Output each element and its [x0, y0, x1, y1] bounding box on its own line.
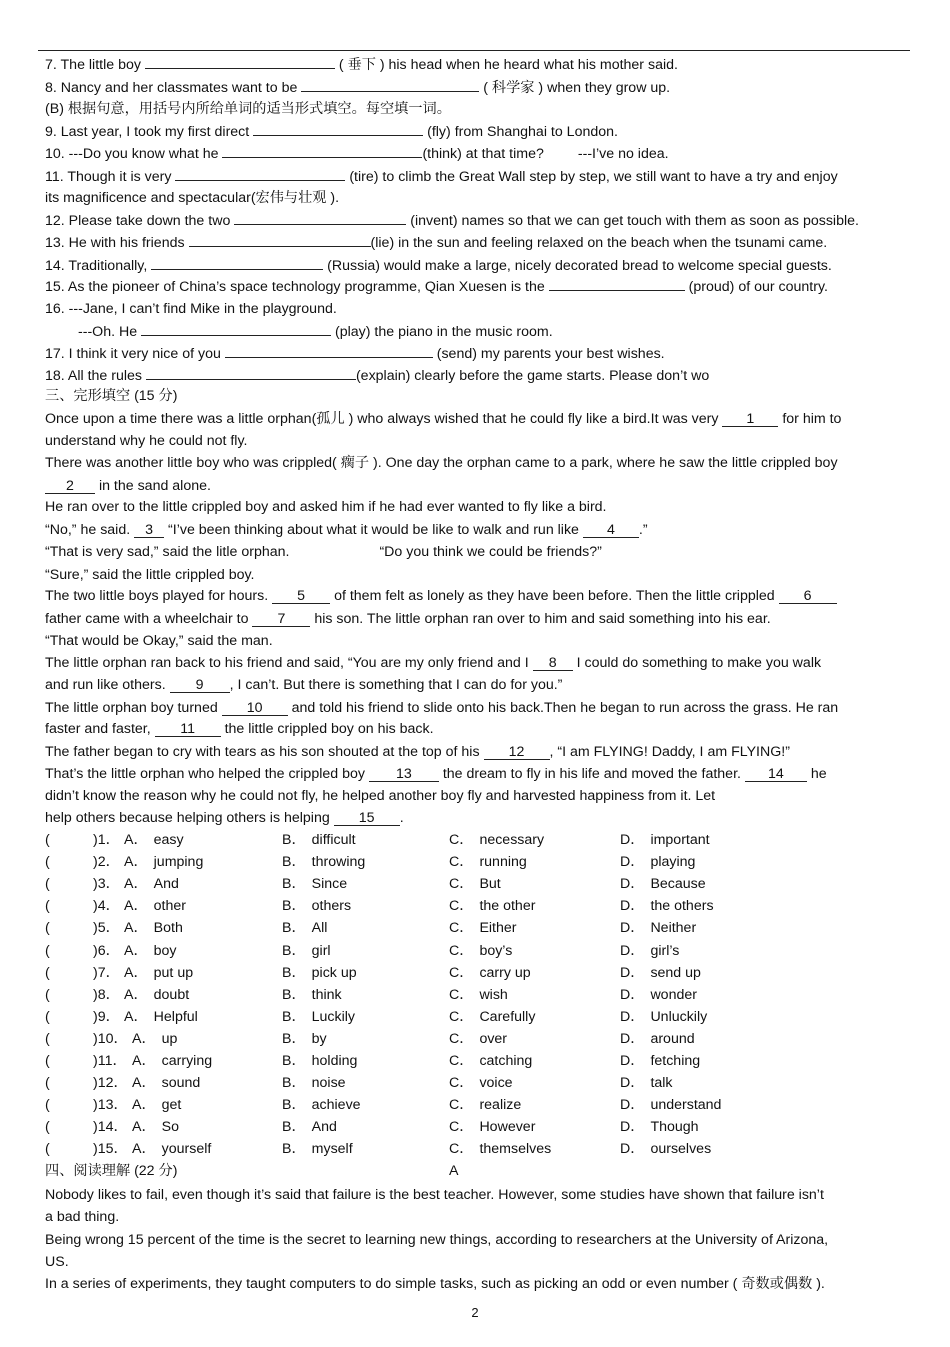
answer-paren[interactable]: ( — [45, 898, 50, 915]
answer-blank[interactable] — [175, 167, 345, 181]
option-d[interactable]: D． the others — [620, 898, 714, 915]
option-d[interactable]: D． talk — [620, 1075, 673, 1092]
question-number: )15． — [93, 1141, 128, 1158]
option-b[interactable]: B． Luckily — [282, 1008, 356, 1025]
option-b[interactable]: B． myself — [282, 1141, 353, 1158]
option-b[interactable]: B． All — [282, 920, 328, 937]
option-b[interactable]: B． achieve — [282, 1097, 361, 1114]
question-number: )1． — [93, 832, 120, 848]
cloze-line: “That is very sad,” said the litle orphan. “Do you think we could be friends?” — [45, 544, 602, 560]
cloze-blank[interactable]: 5 — [272, 589, 330, 604]
option-d[interactable]: D． understand — [620, 1097, 722, 1114]
question-number: )13． — [93, 1097, 128, 1114]
question-number: )4． — [93, 898, 120, 915]
answer-blank[interactable] — [253, 122, 423, 136]
question-number: )12． — [93, 1075, 128, 1092]
question-number: )14． — [93, 1119, 128, 1136]
option-b[interactable]: B． Since — [282, 876, 348, 893]
cloze-line: The little orphan ran back to his friend and said, “You are my only friend and I 8 I could do something to make you walk — [45, 655, 822, 671]
option-c[interactable]: C． the other — [449, 898, 536, 915]
cloze-blank[interactable]: 8 — [533, 656, 573, 671]
answer-blank[interactable] — [301, 78, 479, 92]
cloze-blank[interactable]: 10 — [222, 701, 288, 716]
option-c[interactable]: C． themselves — [449, 1141, 552, 1158]
answer-paren[interactable]: ( — [45, 854, 50, 871]
sentence-17: 17. I think it very nice of you (send) my parents your best wishes. — [45, 346, 665, 362]
option-d[interactable]: D． Neither — [620, 920, 697, 937]
answer-paren[interactable]: ( — [45, 1119, 50, 1136]
sentence-15: 15. As the pioneer of China’s space technology programme, Qian Xuesen is the (proud) of our country. — [45, 279, 828, 295]
question-number: )5． — [93, 920, 120, 937]
question-number: )3． — [93, 876, 120, 893]
cloze-line: father came with a wheelchair to 7 his son. The little orphan ran over to him and said something into his ear. — [45, 611, 771, 627]
answer-blank[interactable] — [146, 366, 356, 380]
option-c[interactable]: C． realize — [449, 1097, 522, 1114]
cloze-blank[interactable]: 2 — [45, 479, 95, 494]
option-d[interactable]: D． Unluckily — [620, 1008, 708, 1025]
option-b[interactable]: B． others — [282, 898, 352, 915]
answer-paren[interactable]: ( — [45, 986, 50, 1003]
question-number: )7． — [93, 964, 120, 981]
option-a[interactable]: A． get — [132, 1097, 182, 1114]
option-a[interactable]: A． So — [132, 1119, 180, 1136]
cloze-blank[interactable]: 15 — [334, 811, 400, 826]
cloze-line: didn’t know the reason why he could not fly, he helped another boy fly and harvested happiness from it. Let — [45, 788, 716, 804]
cloze-blank[interactable]: 7 — [252, 612, 310, 627]
option-d[interactable]: D． Because — [620, 876, 706, 893]
option-c[interactable]: C． But — [449, 876, 501, 893]
cloze-line: and run like others. 9 , I can’t. But there is something that I can do for you.” — [45, 677, 563, 693]
answer-paren[interactable]: ( — [45, 920, 50, 937]
sentence-7: 7. The little boy ( 垂下 ) his head when he heard what his mother said. — [45, 57, 678, 73]
cloze-line: The father began to cry with tears as his son shouted at the top of his 12 , “I am FLYING! Daddy, I am FLYING!” — [45, 744, 790, 760]
option-b[interactable]: B． by — [282, 1030, 327, 1047]
option-d[interactable]: D． fetching — [620, 1053, 701, 1069]
cloze-line: “That would be Okay,” said the man. — [45, 633, 273, 649]
cloze-blank[interactable]: 12 — [484, 745, 550, 760]
option-a[interactable]: A． boy — [124, 942, 177, 959]
answer-paren[interactable]: ( — [45, 832, 50, 848]
answer-blank[interactable] — [141, 322, 331, 336]
cloze-line: The little orphan boy turned 10 and told his friend to slide onto his back.Then he began to run across the grass. He ran — [45, 700, 839, 716]
option-c[interactable]: C． Either — [449, 920, 517, 937]
option-c[interactable]: C． catching — [449, 1053, 533, 1069]
sentence-9: 9. Last year, I took my first direct (fly) from Shanghai to London. — [45, 124, 618, 140]
option-d[interactable]: D． girl’s — [620, 942, 680, 959]
answer-paren[interactable]: ( — [45, 942, 50, 959]
option-c[interactable]: C． carry up — [449, 964, 531, 981]
option-a[interactable]: A． other — [124, 898, 186, 915]
option-b[interactable]: B． noise — [282, 1075, 346, 1092]
answer-blank[interactable] — [151, 256, 323, 270]
option-c[interactable]: C． necessary — [449, 832, 545, 848]
option-a[interactable]: A． jumping — [124, 854, 204, 871]
option-a[interactable]: A． Helpful — [124, 1008, 198, 1025]
option-c[interactable]: C． running — [449, 854, 527, 871]
sentence-13: 13. He with his friends (lie) in the sun and feeling relaxed on the beach when the tsunami came. — [45, 235, 828, 251]
option-a[interactable]: A． And — [124, 876, 179, 893]
part-b-instruction: (B) 根据句意，用括号内所给单词的适当形式填空。每空填一词。 — [45, 101, 451, 117]
option-d[interactable]: D． important — [620, 832, 710, 848]
cloze-line: understand why he could not fly. — [45, 433, 248, 449]
question-number: )11． — [93, 1053, 127, 1069]
question-number: )2． — [93, 854, 120, 871]
page-number: 2 — [471, 1305, 479, 1320]
option-a[interactable]: A． up — [132, 1030, 178, 1047]
option-a[interactable]: A． carrying — [132, 1053, 213, 1069]
option-a[interactable]: A． yourself — [132, 1141, 212, 1158]
sentence-16: 16. ---Jane, I can’t find Mike in the playground. — [45, 301, 337, 317]
answer-blank[interactable] — [189, 233, 371, 247]
cloze-line: faster and faster, 11 the little crippled boy on his back. — [45, 721, 434, 737]
section-3-heading: 三、完形填空 (15 分) — [45, 388, 178, 404]
cloze-blank[interactable]: 4 — [583, 523, 639, 538]
answer-blank[interactable] — [234, 211, 406, 225]
option-d[interactable]: D． around — [620, 1030, 695, 1047]
answer-blank[interactable] — [225, 344, 433, 358]
answer-paren[interactable]: ( — [45, 1030, 50, 1047]
option-b[interactable]: B． holding — [282, 1053, 358, 1069]
sentence-8: 8. Nancy and her classmates want to be ( 科学家 ) when they grow up. — [45, 80, 671, 96]
header-rule — [38, 50, 910, 51]
option-b[interactable]: B． girl — [282, 942, 331, 959]
cloze-line: 2 in the sand alone. — [45, 477, 211, 495]
option-a[interactable]: A． sound — [132, 1075, 201, 1092]
answer-paren[interactable]: ( — [45, 1141, 50, 1158]
option-a[interactable]: A． easy — [124, 832, 184, 848]
sentence-16-reply: ---Oh. He (play) the piano in the music room. — [78, 324, 553, 340]
cloze-blank[interactable]: 14 — [745, 767, 807, 782]
cloze-line: Once upon a time there was a little orphan(孤儿 ) who always wished that he could fly like a bird.It was very 1 for him to — [45, 411, 842, 427]
passage-label: A — [449, 1163, 459, 1179]
sentence-11-cont: its magnificence and spectacular(宏伟与壮观 ). — [45, 190, 340, 206]
sentence-12: 12. Please take down the two (invent) names so that we can get touch with them as soon as possible. — [45, 213, 859, 229]
option-c[interactable]: C． wish — [449, 986, 508, 1003]
option-b[interactable]: B． difficult — [282, 832, 356, 848]
cloze-blank[interactable]: 11 — [155, 722, 221, 737]
option-c[interactable]: C． voice — [449, 1075, 513, 1092]
option-b[interactable]: B． throwing — [282, 854, 366, 871]
cloze-blank[interactable]: 6 — [779, 589, 837, 604]
reading-line: In a series of experiments, they taught computers to do simple tasks, such as picking an odd or even number ( 奇数或偶数 ). — [45, 1276, 825, 1292]
option-c[interactable]: C． over — [449, 1030, 508, 1047]
answer-blank[interactable] — [549, 277, 685, 291]
option-b[interactable]: B． pick up — [282, 964, 357, 981]
cloze-line: The two little boys played for hours. 5 of them felt as lonely as they have been before. Then the little crippled 6 — [45, 587, 837, 605]
cloze-blank[interactable]: 3 — [134, 523, 164, 538]
question-number: )6． — [93, 942, 120, 959]
sentence-18: 18. All the rules (explain) clearly before the game starts. Please don’t wo — [45, 368, 710, 384]
option-a[interactable]: A． Both — [124, 920, 183, 937]
option-c[interactable]: C． However — [449, 1119, 536, 1136]
cloze-line: “Sure,” said the little crippled boy. — [45, 567, 255, 583]
option-d[interactable]: D． playing — [620, 854, 696, 871]
option-d[interactable]: D． send up — [620, 964, 701, 981]
cloze-blank[interactable]: 9 — [170, 678, 230, 693]
question-number: )10． — [93, 1030, 128, 1047]
question-number: )9． — [93, 1008, 120, 1025]
option-a[interactable]: A． put up — [124, 964, 194, 981]
cloze-line: help others because helping others is helping 15 . — [45, 810, 404, 826]
option-b[interactable]: B． think — [282, 986, 342, 1003]
cloze-line: There was another little boy who was crippled( 瘸子 ). One day the orphan came to a park, where he saw the little crippled boy — [45, 455, 838, 471]
option-d[interactable]: D． ourselves — [620, 1141, 712, 1158]
answer-blank[interactable] — [222, 144, 422, 158]
answer-paren[interactable]: ( — [45, 1008, 50, 1025]
answer-paren[interactable]: ( — [45, 1075, 50, 1092]
answer-paren[interactable]: ( — [45, 1053, 50, 1069]
option-d[interactable]: D． Though — [620, 1119, 699, 1136]
option-d[interactable]: D． wonder — [620, 986, 697, 1003]
cloze-line: “No,” he said. 3 “I’ve been thinking about what it would be like to walk and run like 4 .” — [45, 522, 648, 538]
sentence-14: 14. Traditionally, (Russia) would make a large, nicely decorated bread to welcome special guests. — [45, 258, 832, 274]
reading-line: US. — [45, 1254, 69, 1270]
cloze-line: That’s the little orphan who helped the crippled boy 13 the dream to fly in his life and moved the father. 14 he — [45, 766, 827, 782]
option-c[interactable]: C． Carefully — [449, 1008, 536, 1025]
cloze-blank[interactable]: 1 — [722, 412, 778, 427]
reading-line: Being wrong 15 percent of the time is the secret to learning new things, according to researchers at the University of Arizona, — [45, 1232, 829, 1248]
section-4-heading: 四、阅读理解 (22 分) — [45, 1163, 178, 1179]
answer-paren[interactable]: ( — [45, 876, 50, 893]
option-b[interactable]: B． And — [282, 1119, 337, 1136]
question-number: )8． — [93, 986, 120, 1003]
answer-blank[interactable] — [145, 55, 335, 69]
answer-paren[interactable]: ( — [45, 964, 50, 981]
cloze-line: He ran over to the little crippled boy and asked him if he had ever wanted to fly like a bird. — [45, 499, 607, 515]
reading-line: a bad thing. — [45, 1209, 120, 1225]
option-a[interactable]: A． doubt — [124, 986, 190, 1003]
cloze-blank[interactable]: 13 — [369, 767, 439, 782]
sentence-10: 10. ---Do you know what he (think) at that time? ---I’ve no idea. — [45, 146, 669, 162]
sentence-11: 11. Though it is very (tire) to climb the Great Wall step by step, we still want to have a try and enjoy — [45, 169, 838, 185]
reading-line: Nobody likes to fail, even though it’s said that failure is the best teacher. However, some studies have shown that failure isn’t — [45, 1187, 824, 1203]
answer-paren[interactable]: ( — [45, 1097, 50, 1114]
option-c[interactable]: C． boy’s — [449, 942, 513, 959]
